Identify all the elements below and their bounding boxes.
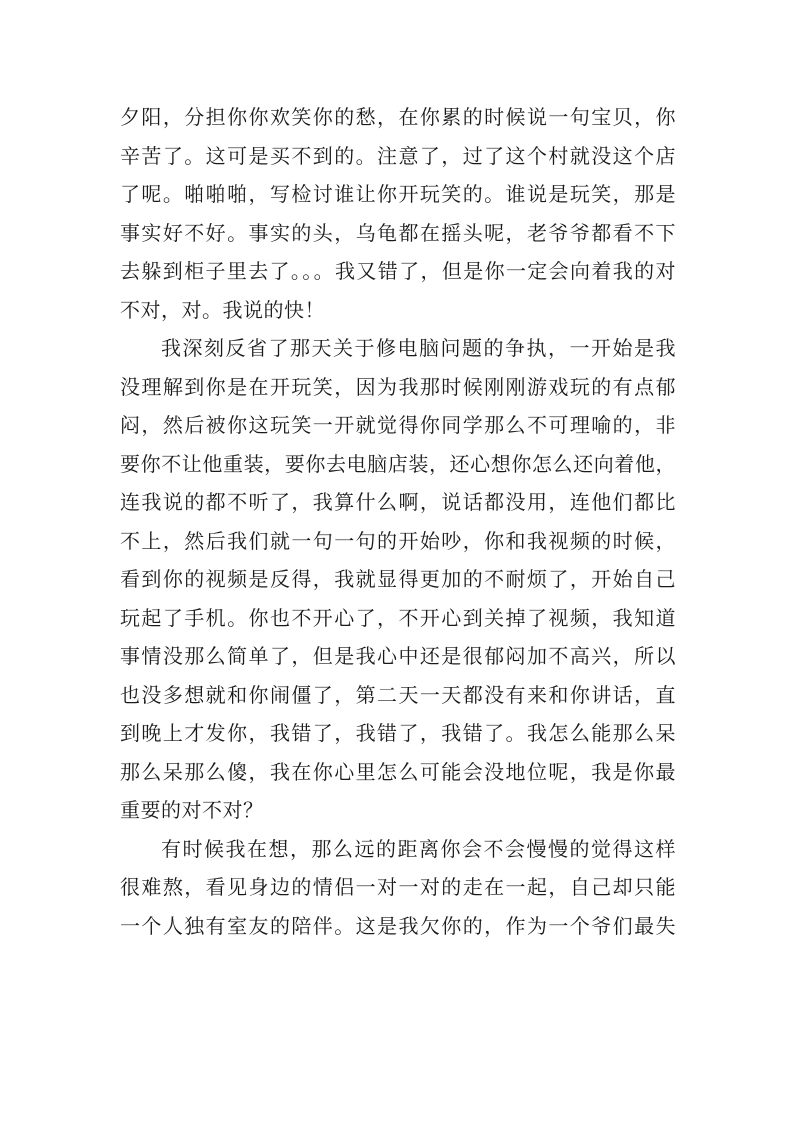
- text-line: 连我说的都不听了，我算什么啊，说话都没用，连他们都比: [120, 490, 676, 514]
- text-line: 到晚上才发你，我错了，我错了，我错了。我怎么能那么呆: [120, 721, 676, 745]
- text-line: 我深刻反省了那天关于修电脑问题的争执，一开始是我: [161, 336, 676, 360]
- text-line: 夕阳，分担你你欢笑你的愁，在你累的时候说一句宝贝，你: [120, 105, 676, 129]
- text-line: 辛苦了。这可是买不到的。注意了，过了这个村就没这个店: [120, 143, 676, 168]
- text-line: 没理解到你是在开玩笑，因为我那时候刚刚游戏玩的有点郁: [120, 374, 676, 399]
- paragraph: [120, 329, 676, 830]
- text-line: 要你不让他重装，要你去电脑店装，还心想你怎么还向着他，: [120, 451, 676, 476]
- text-line: 很难熬，看见身边的情侣一对一对的走在一起，自己却只能: [120, 875, 676, 899]
- text-line: 闷，然后被你这玩笑一开就觉得你同学那么不可理喻的，非: [120, 413, 676, 437]
- text-line: 也没多想就和你闹僵了，第二天一天都没有来和你讲话，直: [120, 682, 676, 707]
- text-line: 那么呆那么傻，我在你心里怎么可能会没地位呢，我是你最: [120, 759, 676, 784]
- text-line: 了呢。啪啪啪，写检讨谁让你开玩笑的。谁说是玩笑，那是: [120, 182, 676, 206]
- text-line: 玩起了手机。你也不开心了，不开心到关掉了视频，我知道: [120, 605, 676, 630]
- text-line: 不上，然后我们就一句一句的开始吵，你和我视频的时候，: [120, 528, 676, 553]
- text-line: 有时候我在想，那么远的距离你会不会慢慢的觉得这样: [161, 836, 676, 861]
- text-line: 事实好不好。事实的头，乌龟都在摇头呢，老爷爷都看不下: [120, 220, 676, 245]
- paragraph: [120, 830, 676, 946]
- text-line: 看到你的视频是反得，我就显得更加的不耐烦了，开始自己: [120, 567, 676, 591]
- text-line: 去躲到柜子里去了。。。我又错了，但是你一定会向着我的对: [120, 259, 676, 283]
- document-body: [120, 98, 676, 945]
- text-line: 一个人独有室友的陪伴。这是我欠你的，作为一个爷们最失: [120, 913, 676, 938]
- text-line: 重要的对不对？: [120, 798, 264, 822]
- text-line: 不对，对。我说的快！: [120, 297, 325, 322]
- paragraph: [120, 98, 676, 329]
- text-line: 事情没那么简单了，但是我心中还是很郁闷加不高兴，所以: [120, 644, 676, 668]
